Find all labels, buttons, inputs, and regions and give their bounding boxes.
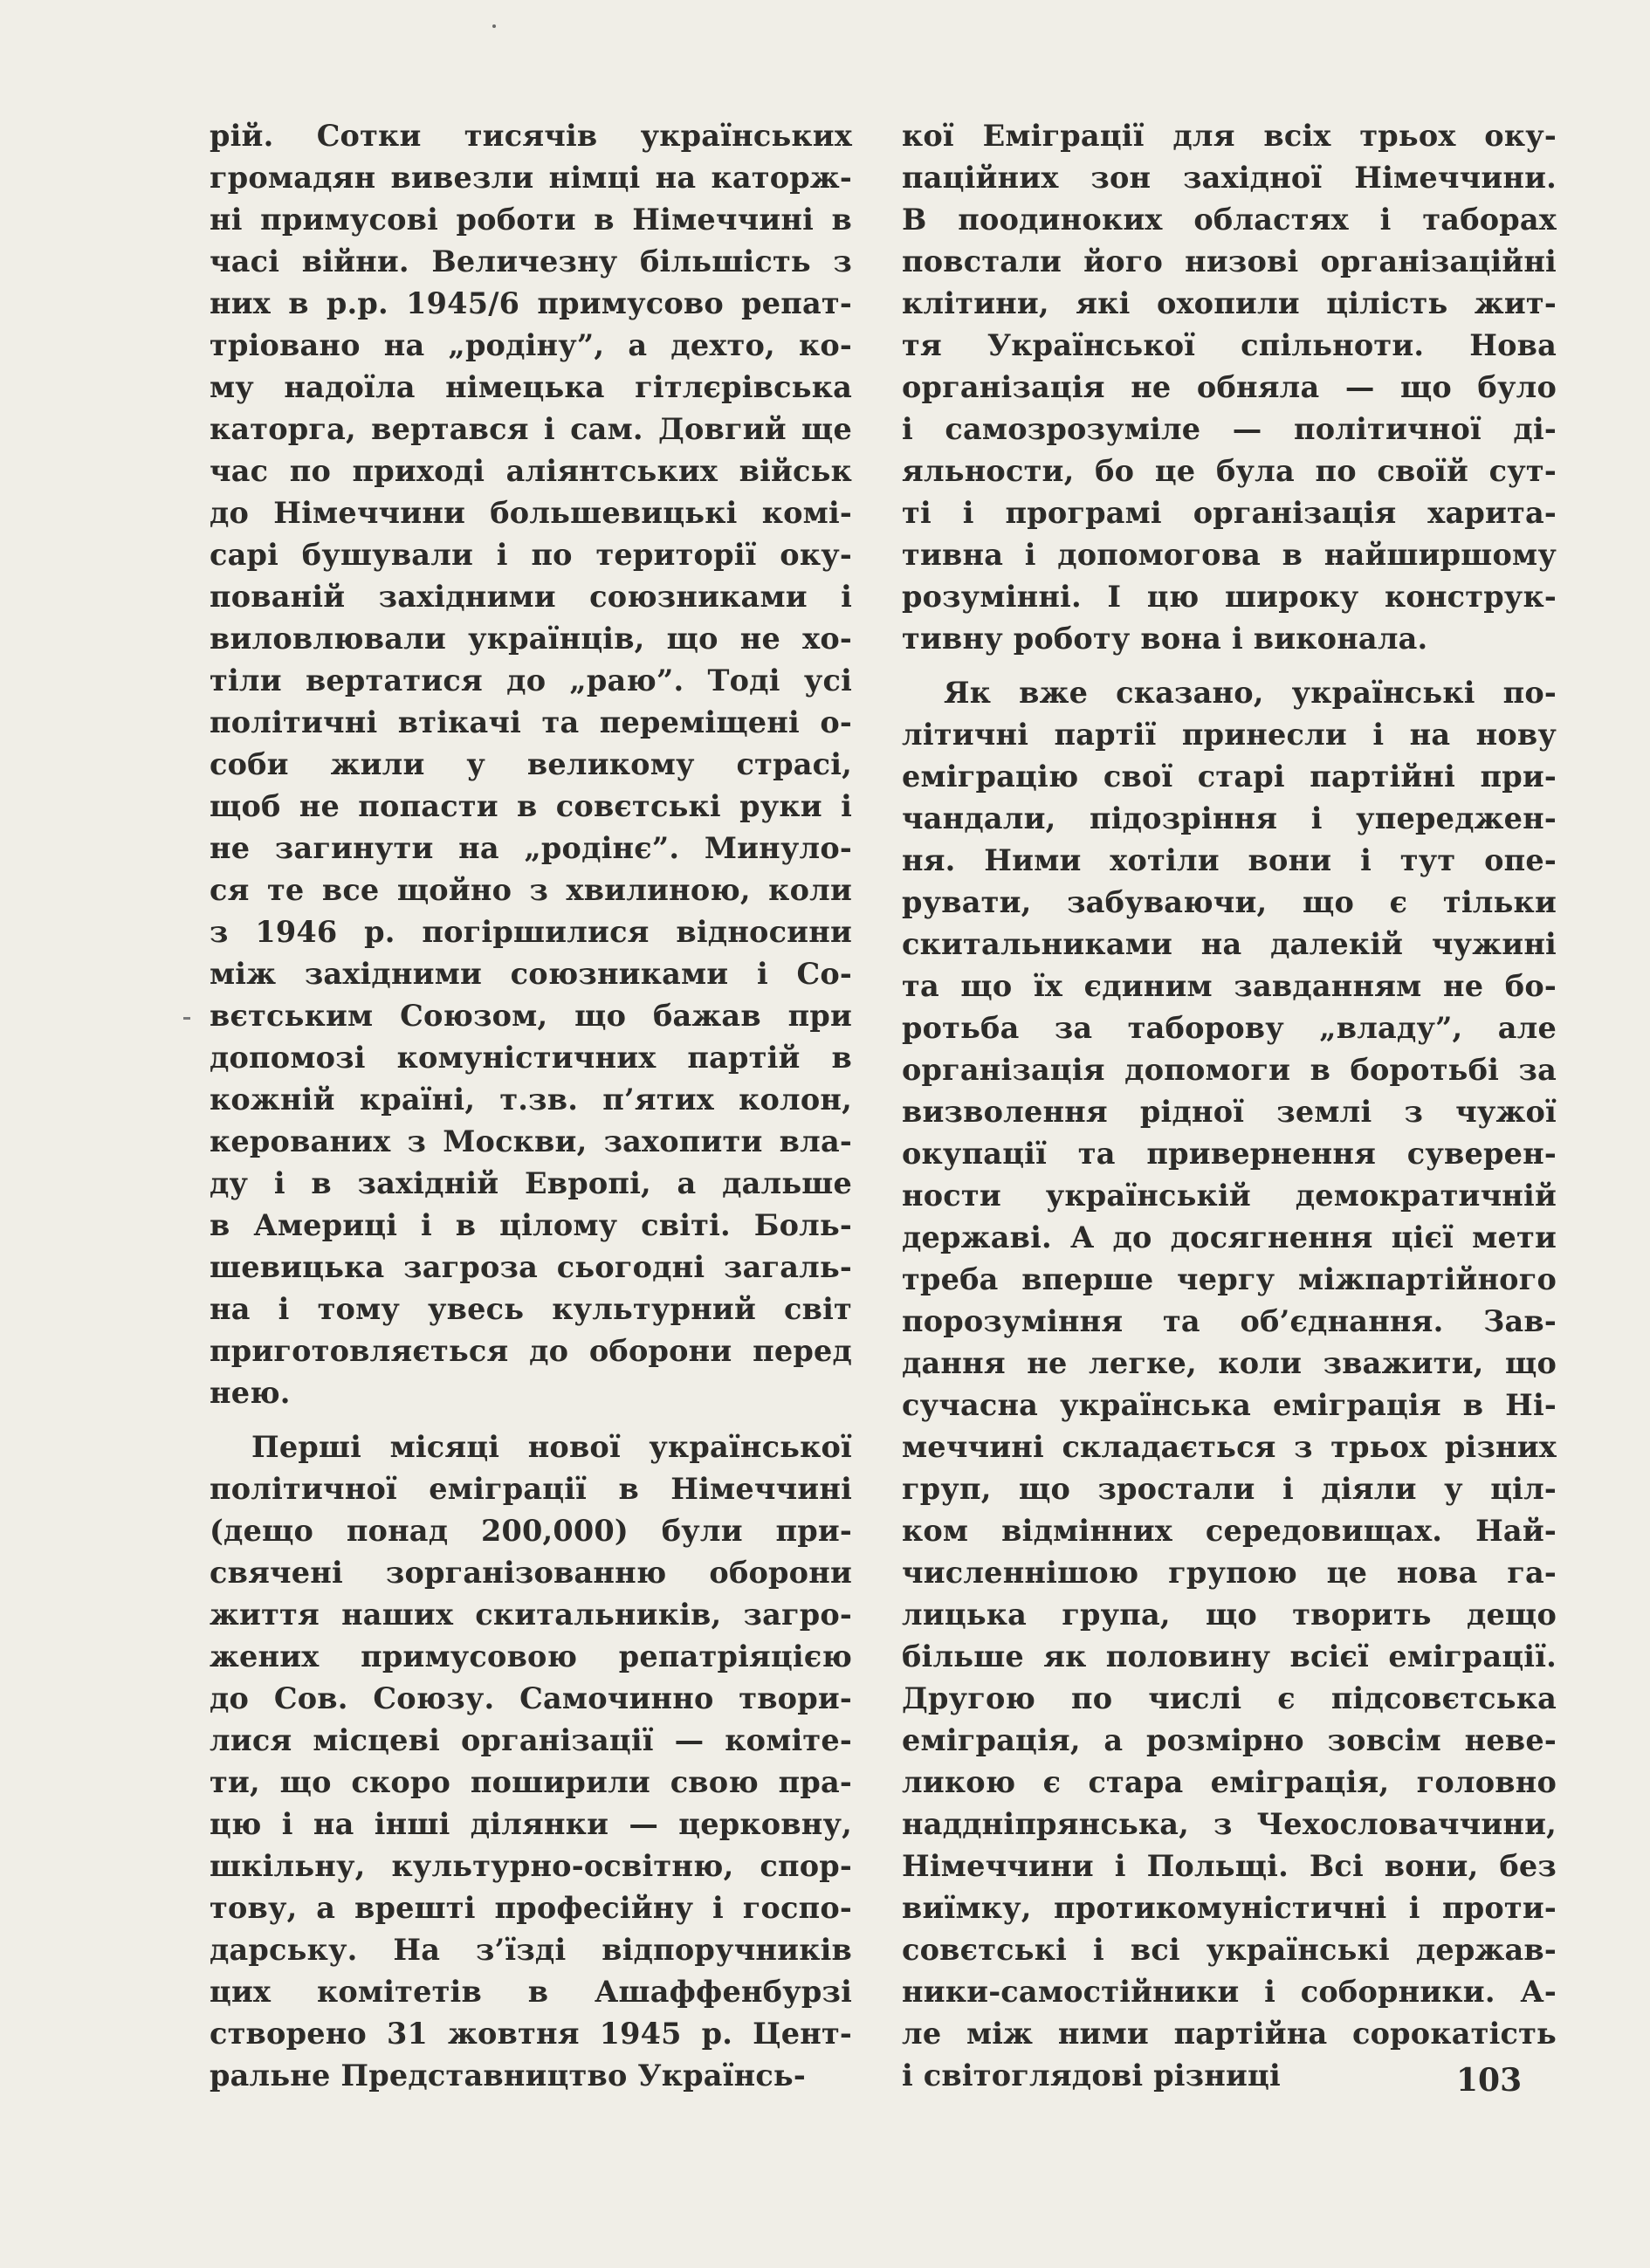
text-line: державі. А до досягнення цієї мети [902,1220,1557,1254]
text-line: шкільну, культурно-освітню, спор- [210,1849,852,1883]
text-line: цих комітетів в Ашаффенбурзі [210,1975,852,2009]
text-line: еміграцію свої старі партійні при- [902,759,1557,794]
text-line: визволення рідної землі з чужої [902,1095,1557,1129]
text-line: організація допомоги в боротьбі за [902,1053,1557,1087]
text-line: ле між ними партійна сорокатість [902,2017,1557,2051]
text-line: час по приході аліянтських військ [210,454,852,488]
text-line: цю і на інші ділянки — церковну, [210,1807,852,1841]
text-line: не загинути на „родінє”. Минуло- [210,831,852,865]
text-line: нею. [210,1376,291,1410]
text-line: дарську. На з’їзді відпоручників [210,1933,852,1967]
text-line: жених примусовою репатріяцією [210,1639,852,1674]
text-line: розумінні. І цю широку конструк- [902,580,1557,614]
text-line: меччині складається з трьох різних [902,1430,1557,1464]
text-line: сучасна українська еміграція в Ні- [902,1388,1557,1422]
text-line: клітини, які охопили цілість жит- [902,286,1557,320]
text-line: груп, що зростали і діяли у ціл- [902,1472,1557,1506]
text-line: лися місцеві організації — коміте- [210,1723,852,1757]
text-line: Як вже сказано, українські по- [944,676,1557,710]
text-line: рувати, забуваючи, що є тільки [902,885,1557,919]
text-line: каторга, вертався і сам. Довгий ще [210,412,852,446]
text-line: еміграція, а розмірно зовсім неве- [902,1723,1557,1757]
text-line: кої Еміграції для всіх трьох оку- [902,119,1557,153]
text-line: виїмку, протикомуністичні і проти- [902,1891,1557,1925]
text-line: ротьба за таборову „владу”, але [902,1011,1557,1045]
paragraph [902,672,1557,2097]
margin-mark [183,1017,190,1020]
text-line: соби жили у великому страсі, [210,747,852,781]
text-line: совєтські і всі українські держав- [902,1933,1557,1967]
paragraph [902,115,1557,660]
text-line: щоб не попасти в совєтські руки і [210,789,852,823]
text-line: в Америці і в цілому світі. Боль- [210,1208,852,1242]
text-line: численнішою групою це нова га- [902,1556,1557,1590]
text-line: окупації та привернення суверен- [902,1137,1557,1171]
text-line: Перші місяці нової української [251,1430,852,1464]
text-line: громадян вивезли німці на каторж- [210,161,852,195]
page-number: 103 [1456,2062,1523,2099]
text-line: треба вперше чергу міжпартійного [902,1262,1557,1296]
paragraph [210,1426,852,2097]
text-line: до Німеччини большевицькі комі- [210,496,852,530]
text-line: повстали його низові організаційні [902,244,1557,278]
text-line: тивну роботу вона і виконала. [902,622,1428,656]
text-line: них в р.р. 1945/6 примусово репат- [210,286,852,320]
paragraph [210,115,852,1414]
text-line: кожній країні, т.зв. п’ятих колон, [210,1082,852,1117]
text-line: свячені зорганізованню оборони [210,1556,852,1590]
text-line: на і тому увесь культурний світ [210,1292,852,1326]
text-line: до Сов. Союзу. Самочинно твори- [210,1681,852,1715]
text-line: більше як половину всієї еміграції. [902,1639,1557,1674]
text-line: виловлювали українців, що не хо- [210,622,852,656]
text-line: ся те все щойно з хвилиною, коли [210,873,852,907]
text-line: сарі бушували і по території оку- [210,538,852,572]
left-column [210,115,852,2109]
text-line: з 1946 р. погіршилися відносини [210,915,852,949]
text-line: ти, що скоро поширили свою пра- [210,1765,852,1799]
text-line: лицька група, що творить дещо [902,1598,1557,1632]
text-line: дання не легке, коли зважити, що [902,1346,1557,1380]
text-line: чандали, підозріння і упереджен- [902,801,1557,835]
text-line: В поодиноких областях і таборах [902,203,1557,237]
text-line: приготовляється до оборони перед [210,1334,852,1368]
text-line: ликою є стара еміграція, головно [902,1765,1557,1799]
text-line: літичні партії принесли і на нову [902,718,1557,752]
text-line: між західними союзниками і Со- [210,957,852,991]
text-line: тову, а врешті професійну і госпо- [210,1891,852,1925]
text-line: тіли вертатися до „раю”. Тоді усі [210,663,852,698]
text-line: часі війни. Величезну більшість з [210,244,852,278]
text-line: вєтським Союзом, що бажав при [210,999,852,1033]
text-line: тріовано на „родіну”, а дехто, ко- [210,328,852,362]
text-line: порозуміння та об’єднання. Зав- [902,1304,1557,1338]
text-line: керованих з Москви, захопити вла- [210,1124,852,1158]
print-speck [492,24,496,28]
text-line: політичні втікачі та переміщені о- [210,705,852,739]
text-line: ня. Ними хотіли вони і тут опе- [902,843,1557,877]
text-line: (дещо понад 200,000) були при- [210,1514,852,1548]
text-line: ники-самостійники і соборники. А- [902,1975,1557,2009]
text-line: і самозрозуміле — політичної ді- [902,412,1557,446]
text-line: тивна і допомогова в найширшому [902,538,1557,572]
text-line: та що їх єдиним завданням не бо- [902,969,1557,1003]
text-line: скитальниками на далекій чужині [902,927,1557,961]
text-line: тя Української спільноти. Нова [902,328,1557,362]
text-line: ду і в західній Европі, а дальше [210,1166,852,1200]
text-line: ральне Представництво Українсь- [210,2058,806,2093]
text-line: ні примусові роботи в Німеччині в [210,203,852,237]
text-line: паційних зон західної Німеччини. [902,161,1557,195]
text-line: ности українській демократичній [902,1179,1557,1213]
text-line: му надоїла німецька гітлєрівська [210,370,852,404]
right-column [902,115,1557,2109]
text-line: організація не обняла — що було [902,370,1557,404]
text-line: політичної еміграції в Німеччині [210,1472,852,1506]
text-line: створено 31 жовтня 1945 р. Цент- [210,2017,852,2051]
text-line: допомозі комуністичних партій в [210,1041,852,1075]
text-line: Німеччини і Польщі. Всі вони, без [902,1849,1557,1883]
text-line: ком відмінних середовищах. Най- [902,1514,1557,1548]
text-line: життя наших скитальників, загро- [210,1598,852,1632]
text-line: і світоглядові різниці [902,2058,1281,2093]
text-line: наддніпрянська, з Чехословаччини, [902,1807,1557,1841]
text-line: ті і програмі організація харита- [902,496,1557,530]
text-line: пованій західними союзниками і [210,580,852,614]
text-line: яльности, бо це була по своїй сут- [902,454,1557,488]
text-line: рій. Сотки тисячів українських [210,119,852,153]
text-line: Другою по числі є підсовєтська [902,1681,1557,1715]
text-line: шевицька загроза сьогодні загаль- [210,1250,852,1284]
